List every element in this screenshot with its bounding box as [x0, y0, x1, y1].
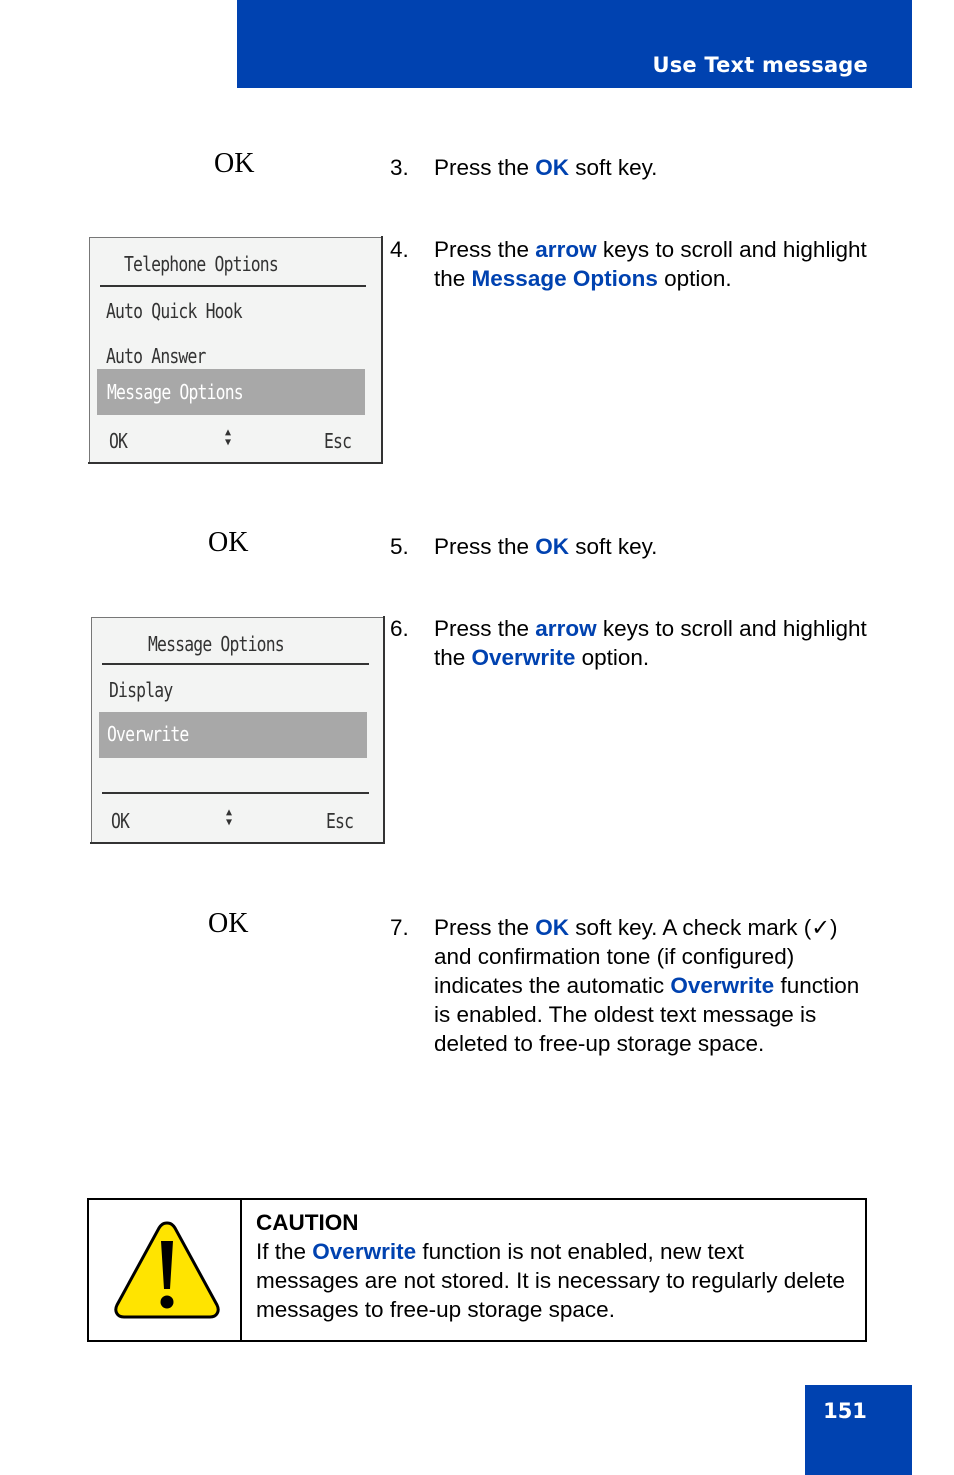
menu-item-selected[interactable]: [99, 712, 367, 758]
page-number-box: [805, 1385, 912, 1475]
step-number: 7.: [390, 915, 409, 940]
up-down-arrows-icon: ▲ ▼: [225, 807, 233, 828]
caution-divider: [240, 1200, 242, 1340]
softkey-divider: [102, 792, 369, 794]
step-text: [434, 235, 874, 293]
text-run: Press the: [434, 915, 536, 940]
menu-item[interactable]: Auto Quick Hook: [106, 299, 242, 323]
softkey-esc[interactable]: Esc: [326, 809, 354, 833]
text-run: keys to scroll and highlight the: [434, 237, 867, 291]
caution-text: [256, 1208, 846, 1324]
ok-key-label: OK: [214, 148, 255, 179]
text-run: soft key. A check mark (✓) and confirmation tone (if configured) indicates the automatic: [434, 915, 838, 998]
warning-triangle-icon: [111, 1217, 223, 1324]
menu-item[interactable]: Auto Answer: [106, 344, 206, 368]
highlighted-term: Overwrite: [312, 1239, 417, 1264]
text-run: function is enabled. The oldest text message is deleted to free-up storage space.: [434, 973, 860, 1056]
header-bar: [237, 0, 912, 88]
step-number: 4.: [390, 237, 409, 262]
softkey-ok[interactable]: OK: [109, 429, 128, 453]
screen-title: Telephone Options: [124, 252, 278, 276]
text-run: soft key.: [569, 534, 658, 559]
highlighted-term: Overwrite: [670, 973, 775, 998]
text-run: function is not enabled, new text messages are not stored. It is necessary to regularly delete messages to free-up storage space.: [256, 1239, 846, 1322]
step-text: [434, 153, 874, 182]
phone-screen-telephone-options: [89, 237, 382, 463]
highlighted-term: arrow: [535, 616, 597, 641]
text-run: If the: [256, 1239, 313, 1264]
page-number: 151: [823, 1399, 867, 1423]
text-run: Press the: [434, 237, 536, 262]
softkey-esc[interactable]: Esc: [324, 429, 352, 453]
text-run: Press the: [434, 616, 536, 641]
step-number: 5.: [390, 534, 409, 559]
up-down-arrows-icon: ▲ ▼: [224, 427, 232, 448]
selected-item-label: Message Options: [107, 380, 243, 404]
section-title: Use Text message: [652, 53, 868, 77]
text-run: Press the: [434, 155, 536, 180]
highlighted-term: Message Options: [471, 266, 658, 291]
text-run: option.: [657, 266, 732, 291]
title-divider: [102, 663, 369, 665]
caution-box: [87, 1198, 867, 1342]
step-number: 3.: [390, 155, 409, 180]
selected-item-label: Overwrite: [107, 722, 189, 746]
text-run: keys to scroll and highlight the: [434, 616, 867, 670]
step-text: [434, 913, 874, 1058]
ok-key-label: OK: [208, 527, 249, 558]
highlighted-term: OK: [535, 534, 570, 559]
step-number: 6.: [390, 616, 409, 641]
screen-title: Message Options: [148, 632, 284, 656]
caution-heading: CAUTION: [256, 1210, 359, 1235]
caution-body: [256, 1237, 846, 1324]
text-run: option.: [575, 645, 650, 670]
step-text: [434, 614, 874, 672]
text-run: soft key.: [569, 155, 658, 180]
text-run: Press the: [434, 534, 536, 559]
step-text: [434, 532, 874, 561]
highlighted-term: OK: [535, 915, 570, 940]
phone-screen-message-options: [91, 617, 384, 843]
menu-item-selected[interactable]: [97, 369, 365, 415]
softkey-ok[interactable]: OK: [111, 809, 130, 833]
highlighted-term: Overwrite: [471, 645, 576, 670]
highlighted-term: OK: [535, 155, 570, 180]
title-divider: [100, 285, 366, 287]
highlighted-term: arrow: [535, 237, 597, 262]
menu-item[interactable]: Display: [109, 678, 173, 702]
ok-key-label: OK: [208, 908, 249, 939]
